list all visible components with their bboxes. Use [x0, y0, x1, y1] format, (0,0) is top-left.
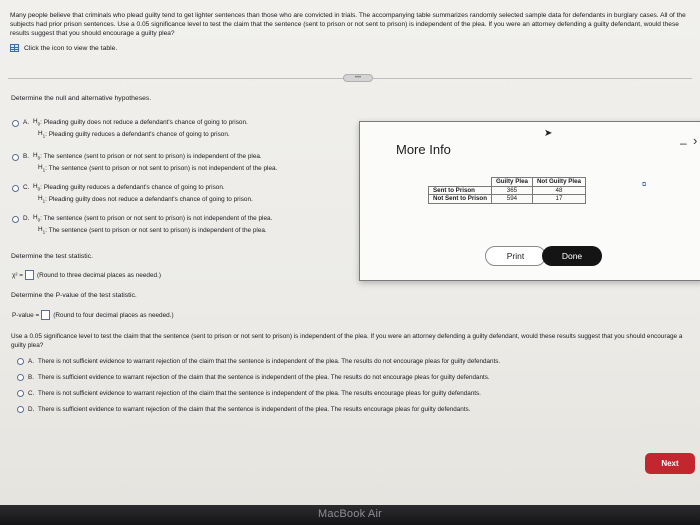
p-value-hint: (Round to four decimal places as needed.) — [53, 311, 174, 319]
test-statistic-prompt: Determine the test statistic. — [11, 253, 93, 260]
test-statistic-hint: (Round to three decimal places as needed.) — [37, 271, 161, 279]
bezel-label: MacBook Air — [318, 508, 382, 520]
table-row — [429, 195, 586, 204]
more-info-dialog — [359, 121, 700, 281]
dialog-title: More Info — [396, 142, 451, 157]
test-statistic-line — [12, 270, 161, 280]
print-button[interactable]: Print — [485, 246, 546, 266]
laptop-bezel — [0, 505, 700, 525]
conclusion-radio-a[interactable] — [17, 358, 24, 365]
test-statistic-input[interactable] — [25, 270, 34, 280]
conclusion-prompt: Use a 0.05 significance level to test the claim that the sentence (sent to prison or not sent to prison) is independent of the plea. If you were an attorney defending a guilty defendant, would these results suggest that you should encourage a guilty plea? — [11, 333, 683, 349]
cursor-icon: ➤ — [544, 128, 553, 139]
data-table — [428, 177, 586, 204]
table-header-blank — [429, 178, 492, 187]
minimize-button[interactable]: – — [680, 136, 687, 150]
conclusion-radio-c[interactable] — [17, 390, 24, 397]
conclusion-option-b[interactable]: B. There is sufficient evidence to warrant rejection of the claim that the sentence is independent of the plea. The results do not encourage pleas for guilty defendants. — [17, 374, 490, 381]
table-row — [429, 186, 586, 195]
view-table-label: Click the icon to view the table. — [24, 44, 118, 52]
hypothesis-option-d[interactable]: D. $H_0$ : The sentence (sent to prison or not sent to prison) is not independent of the plea. $H_1$ : The sentence (sent to prison or not sent to prison) is independent of the plea. — [12, 213, 272, 238]
radio-b[interactable] — [12, 154, 19, 161]
p-value-prompt: Determine the P-value of the test statistic. — [11, 292, 137, 299]
conclusion-radio-d[interactable] — [17, 406, 24, 413]
conclusion-radio-b[interactable] — [17, 374, 24, 381]
table-cell: 48 — [532, 186, 585, 195]
expand-handle[interactable]: ••• — [343, 74, 373, 82]
view-table-link[interactable] — [10, 44, 117, 52]
chi-square-label: χ² = — [12, 271, 23, 279]
table-cell: 365 — [491, 186, 532, 195]
conclusion-option-d[interactable]: D. There is sufficient evidence to warrant rejection of the claim that the sentence is independent of the plea. The results encourage pleas for guilty defendants. — [17, 406, 470, 413]
p-value-label: P-value = — [12, 311, 40, 319]
p-value-input[interactable] — [41, 310, 50, 320]
radio-c[interactable] — [12, 185, 19, 192]
radio-d[interactable] — [12, 216, 19, 223]
done-button[interactable]: Done — [542, 246, 602, 266]
row-label: Sent to Prison — [429, 186, 492, 195]
next-button[interactable]: Next — [645, 453, 695, 474]
p-value-line — [12, 310, 174, 320]
close-button[interactable]: › — [693, 133, 698, 148]
question-text: Many people believe that criminals who plead guilty tend to get lighter sentences than those who are convicted in trials. The accompanying table summarizes randomly selected sample data for defendants in burglary cases. All of the subjects had prior prison sentences. Use a 0.05 significance level to test the claim that the sentence (sent to prison or not sent to prison) is independent of the plea. If you were an attorney defending a guilty defendant, would these results suggest that you should encourage a guilty plea? — [10, 12, 686, 37]
copy-table-icon[interactable]: ⧉ — [642, 182, 647, 188]
hypothesis-option-b[interactable]: B. $H_0$ : The sentence (sent to prison or not sent to prison) is independent of the plea. $H_1$ : The sentence (sent to prison or not sent to prison) is not independent of the plea. — [12, 151, 277, 176]
table-cell: 17 — [532, 195, 585, 204]
conclusion-option-a[interactable]: A. There is not sufficient evidence to warrant rejection of the claim that the sentence is independent of the plea. The results do not encourage pleas for guilty defendants. — [17, 358, 500, 365]
table-header: Guilty Plea — [491, 178, 532, 187]
table-header: Not Guilty Plea — [532, 178, 585, 187]
hypothesis-option-c[interactable]: C. $H_0$ : Pleading guilty reduces a defendant's chance of going to prison. $H_1$ : Pleading guilty does not reduce a defendant's chance of going to prison. — [12, 182, 253, 207]
row-label: Not Sent to Prison — [429, 195, 492, 204]
radio-a[interactable] — [12, 120, 19, 127]
table-icon[interactable] — [10, 44, 19, 52]
hypotheses-prompt: Determine the null and alternative hypotheses. — [11, 95, 152, 102]
conclusion-option-c[interactable]: C. There is not sufficient evidence to warrant rejection of the claim that the sentence is independent of the plea. The results encourage pleas for guilty defendants. — [17, 390, 481, 397]
hypothesis-option-a[interactable]: A. $H_0$ : Pleading guilty does not reduce a defendant's chance of going to prison. $H_1$ : Pleading guilty reduces a defendant's chance of going to prison. — [12, 117, 248, 142]
table-cell: 594 — [491, 195, 532, 204]
